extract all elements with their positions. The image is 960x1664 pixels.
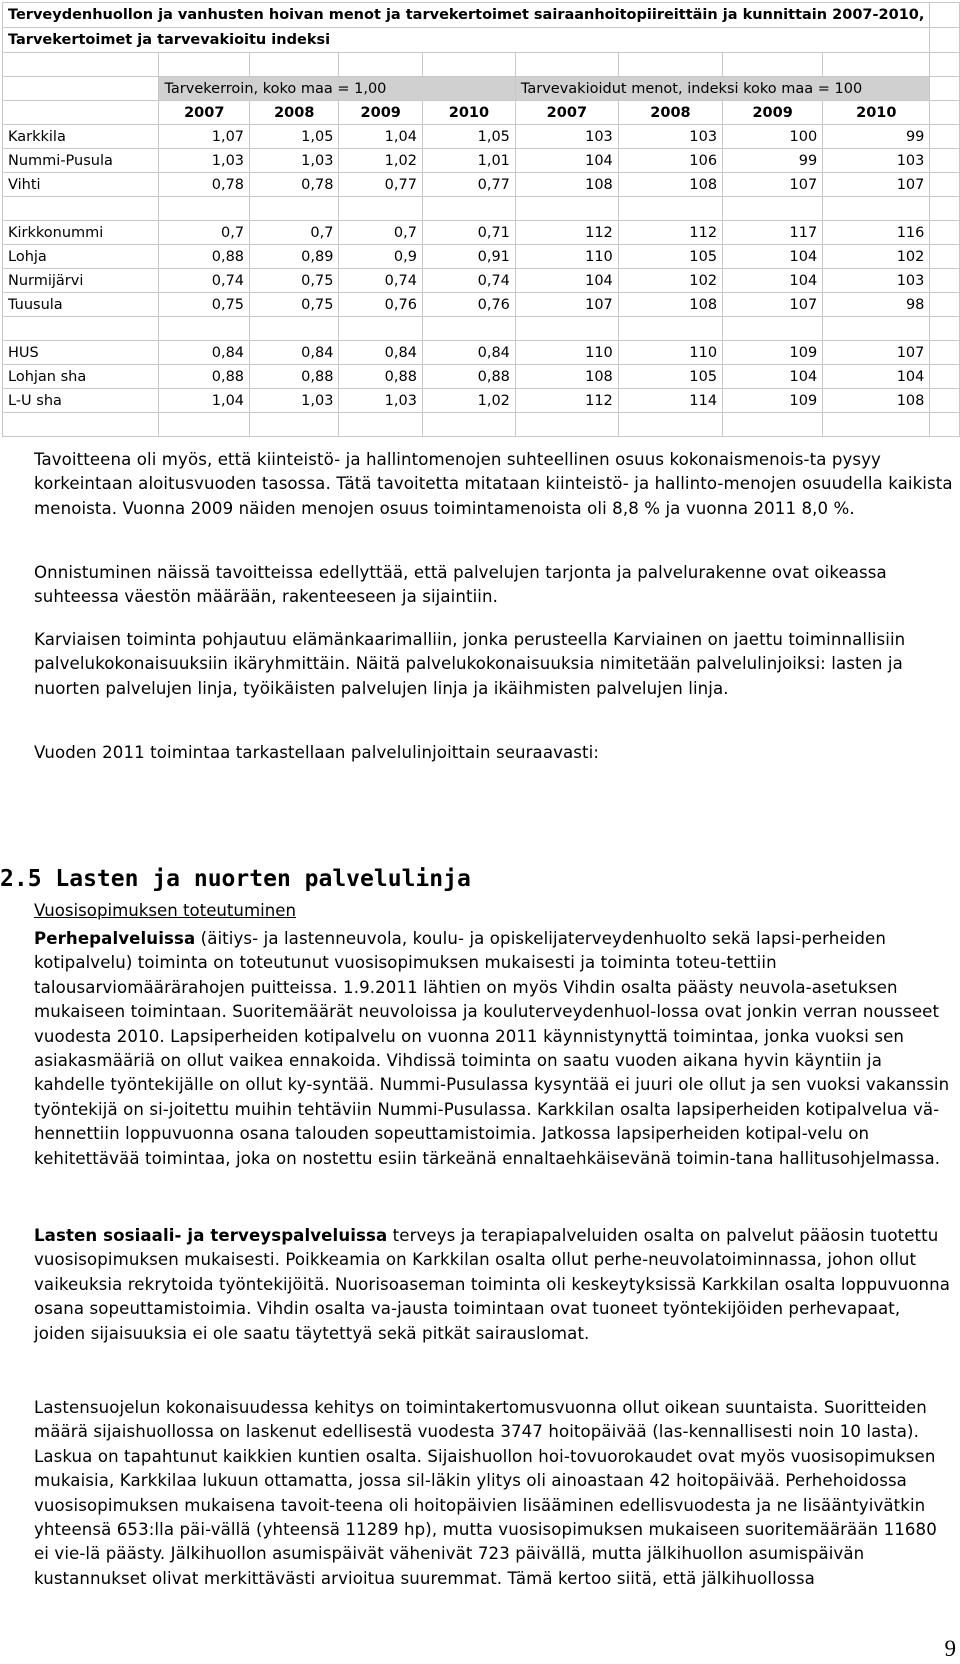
row-label: L-U sha [3,389,159,413]
row-label: Nurmijärvi [3,269,159,293]
paragraph-family-services [34,927,954,1171]
table-cell: 116 [823,221,930,245]
table-cell: 0,88 [250,365,339,389]
paragraph-service-structure: Onnistuminen näissä tavoitteissa edellyttää, että palvelujen tarjonta ja palvelurakenne ovat oikeassa suhteessa väestön määrään, rakenteeseen ja sijaintiin. [34,563,887,607]
year-header: 2009 [723,101,823,125]
table-row [3,149,960,173]
table-cell: 1,03 [159,149,250,173]
table-row [3,125,960,149]
table-cell: 104 [723,269,823,293]
table-cell: 108 [515,365,618,389]
year-header: 2010 [823,101,930,125]
year-header: 2008 [618,101,722,125]
year-header: 2008 [250,101,339,125]
paragraph-lifecycle-model: Karviaisen toiminta pohjautuu elämänkaarimalliin, jonka perusteella Karviainen on jaettu toiminnallisiin palvelukokonaisuuksiin ikäryhmittäin. Näitä palvelukokonaisuuksia nimitetään palvelulinjoiksi: lasten ja nuorten palvelujen linja, työikäisten palvelujen linja ja ikäihmisten palvelujen linja. [34,630,906,698]
table-cell: 107 [723,173,823,197]
table-cell: 104 [723,365,823,389]
paragraph-child-health-services [34,1224,954,1346]
table-cell: 1,03 [250,389,339,413]
table-cell: 1,05 [422,125,515,149]
table-cell: 0,78 [250,173,339,197]
table-cell: 98 [823,293,930,317]
row-label: Karkkila [3,125,159,149]
table-cell: 0,84 [422,341,515,365]
table-cell: 109 [723,341,823,365]
table-cell: 105 [618,245,722,269]
year-header-row [3,101,960,125]
table-cell: 99 [723,149,823,173]
table-cell: 103 [618,125,722,149]
table-row [3,341,960,365]
table-cell: 104 [723,245,823,269]
table-cell: 112 [515,221,618,245]
table-cell: 0,75 [250,293,339,317]
table-cell: 108 [618,293,722,317]
table-cell: 107 [823,173,930,197]
group-header-standardized-costs: Tarvevakioidut menot, indeksi koko maa = 100 [515,77,929,101]
year-header: 2007 [515,101,618,125]
table-cell: 107 [723,293,823,317]
table-cell: 0,74 [159,269,250,293]
table-title-line1: Terveydenhuollon ja vanhusten hoivan menot ja tarvekertoimet sairaanhoitopiireittäin ja kunnittain 2007-2010, [3,3,930,28]
table-cell: 112 [515,389,618,413]
table-cell: 99 [823,125,930,149]
table-cell: 1,07 [159,125,250,149]
table-row [3,389,960,413]
table-cell: 110 [515,245,618,269]
table-cell: 108 [823,389,930,413]
cost-table [2,2,960,437]
year-header: 2007 [159,101,250,125]
paragraph-intro-service-lines: Vuoden 2011 toimintaa tarkastellaan palvelulinjoittain seuraavasti: [34,743,600,762]
table-cell: 0,89 [250,245,339,269]
table-cell: 0,74 [339,269,423,293]
table-cell: 107 [823,341,930,365]
table-cell: 114 [618,389,722,413]
table-cell: 107 [515,293,618,317]
table-cell: 104 [515,269,618,293]
table-cell: 0,84 [339,341,423,365]
table-cell: 0,78 [159,173,250,197]
row-label: Lohjan sha [3,365,159,389]
table-cell: 0,76 [422,293,515,317]
table-row [3,221,960,245]
section-subheading: Vuosisopimuksen toteutuminen [34,901,296,920]
table-cell: 100 [723,125,823,149]
table-row [3,293,960,317]
table-cell: 0,91 [422,245,515,269]
paragraph-child-welfare: Lastensuojelun kokonaisuudessa kehitys on toimintakertomusvuonna ollut oikean suuntaista. Suoritteiden määrä sijaishuollossa on laskenut edellisestä vuodesta 3747 hoitopäivää (las-kennallisesti noin 10 lasta). Laskua on tapahtunut kaikkien kuntien osalta. Sijaishuollon hoi-tovuorokaudet ovat myös vuosisopimuksen mukaisia, Karkkilaa lukuun ottamatta, jossa sil-läkin ylitys oli ainoastaan 42 hoitopäivää. Perhehoidossa vuosisopimuksen mukaisena tavoit-teena oli hoitopäivien lisääminen edellisvuodesta ja ne lisääntyivätkin yhteensä 653:lla päi-vällä (yhteensä 11289 hp), mutta vuosisopimuksen mukaiseen suoritemäärään 11680 ei vie-lä päästy. Jälkihuollon asumispäivät vähenivät 723 päivällä, mutta jälkihuollon asumispäivän kustannukset olivat merkittävästi arvioitua suuremmat. Tämä kertoo siitä, että jälkihuollossa [34,1398,937,1588]
table-row [3,173,960,197]
table-title-line2: Tarvekertoimet ja tarvevakioitu indeksi [3,28,930,53]
table-cell: 103 [823,149,930,173]
table-cell: 112 [618,221,722,245]
table-cell: 102 [823,245,930,269]
row-label: Nummi-Pusula [3,149,159,173]
table-cell: 109 [723,389,823,413]
table-cell: 0,74 [422,269,515,293]
table-cell: 0,88 [422,365,515,389]
table-cell: 106 [618,149,722,173]
row-label: HUS [3,341,159,365]
child-health-lead: Lasten sosiaali- ja terveyspalveluissa [34,1226,388,1245]
table-cell: 1,04 [159,389,250,413]
table-cell: 1,02 [339,149,423,173]
table-cell: 0,9 [339,245,423,269]
group-header-need-coefficient: Tarvekerroin, koko maa = 1,00 [159,77,515,101]
table-cell: 104 [823,365,930,389]
table-cell: 108 [618,173,722,197]
table-cell: 102 [618,269,722,293]
family-services-text: (äitiys- ja lastenneuvola, koulu- ja opiskelijaterveydenhuolto sekä lapsi-perheiden kotipalvelu) toiminta on toteutunut vuosisopimuksen mukaisesti ja toiminta toteu-tettiin talousarviomäärärahojen puitteissa. 1.9.2011 lähtien on myös Vihdin osalta päästy neuvola-asetuksen mukaiseen toimintaan. Suoritemäärät neuvoloissa ja kouluterveydenhuol-lossa ovat jonkin verran nousseet vuodesta 2010. Lapsiperheiden kotipalvelu on vuonna 2011 käynnistynyttä toimintaa, jonka vuoksi sen asiakasmääriä on ollut vaikea ennakoida. Vihdissä toiminta on saatu vuoden aikana hyvin käyntiin ja kahdelle työntekijälle on ollut ky-syntää. Nummi-Pusulassa kysyntää ei juuri ole ollut ja sen vuoksi vakanssin työntekijä on si-joitettu muihin tehtäviin Nummi-Pusulassa. Karkkilan osalta lapsiperheiden kotipalvelua vä-hennettiin loppuvuonna osana talouden sopeuttamistoimia. Jatkossa lapsiperheiden kotipal-velu on kehitettävää toimintaa, joka on nostettu esiin tärkeänä ennaltaehkäisevänä toimin-tana hallitusohjelmassa. [34,929,950,1168]
section-heading: 2.5 Lasten ja nuorten palvelulinja [0,866,471,892]
table-cell: 105 [618,365,722,389]
year-header: 2010 [422,101,515,125]
table-cell: 1,03 [250,149,339,173]
table-cell: 0,88 [339,365,423,389]
row-label: Lohja [3,245,159,269]
paragraph-admin-costs: Tavoitteena oli myös, että kiinteistö- ja hallintomenojen suhteellinen osuus kokonaismenois-ta pysyy korkeintaan aloitusvuoden tasossa. Tätä tavoitetta mitataan kiinteistö- ja hallinto-menojen osuudella kaikista menoista. Vuonna 2009 näiden menojen osuus toimintamenoista oli 8,8 % ja vuonna 2011 8,0 %. [34,450,953,518]
table-cell: 1,01 [422,149,515,173]
table-cell: 0,88 [159,365,250,389]
table-row [3,365,960,389]
page-number: 9 [944,1636,956,1661]
table-cell: 110 [618,341,722,365]
table-cell: 0,75 [250,269,339,293]
table-cell: 0,7 [159,221,250,245]
table-cell: 1,03 [339,389,423,413]
table-cell: 0,7 [339,221,423,245]
table-cell: 0,84 [250,341,339,365]
table-cell: 0,76 [339,293,423,317]
table-cell: 103 [515,125,618,149]
child-health-text: terveys ja terapiapalveluiden osalta on palvelut pääosin tuotettu vuosisopimuksen mukaisesti. Poikkeamia on Karkkilan osalta ollut perhe-neuvolatoiminnassa, johon ollut vaikeuksia rekrytoida työntekijöitä. Nuorisoaseman toiminta oli keskeytyksissä Karkkilan osalta loppuvuonna osana sopeuttamistoimia. Vihdin osalta va-jausta toimintaan ovat tuoneet työntekijöiden perhevapaat, joiden sijaisuuksia ei ole saatu täytettyä sekä pitkät sairauslomat. [34,1226,951,1343]
table-cell: 117 [723,221,823,245]
row-label: Vihti [3,173,159,197]
table-cell: 0,77 [422,173,515,197]
table-cell: 0,75 [159,293,250,317]
table-cell: 103 [823,269,930,293]
row-label: Tuusula [3,293,159,317]
table-row [3,269,960,293]
row-label: Kirkkonummi [3,221,159,245]
family-services-lead: Perhepalveluissa [34,929,196,948]
table-cell: 0,71 [422,221,515,245]
table-cell: 1,04 [339,125,423,149]
table-cell: 104 [515,149,618,173]
table-cell: 0,77 [339,173,423,197]
table-cell: 1,05 [250,125,339,149]
table-cell: 0,88 [159,245,250,269]
year-header: 2009 [339,101,423,125]
table-cell: 108 [515,173,618,197]
table-row [3,245,960,269]
table-cell: 110 [515,341,618,365]
table-cell: 1,02 [422,389,515,413]
table-cell: 0,7 [250,221,339,245]
table-cell: 0,84 [159,341,250,365]
